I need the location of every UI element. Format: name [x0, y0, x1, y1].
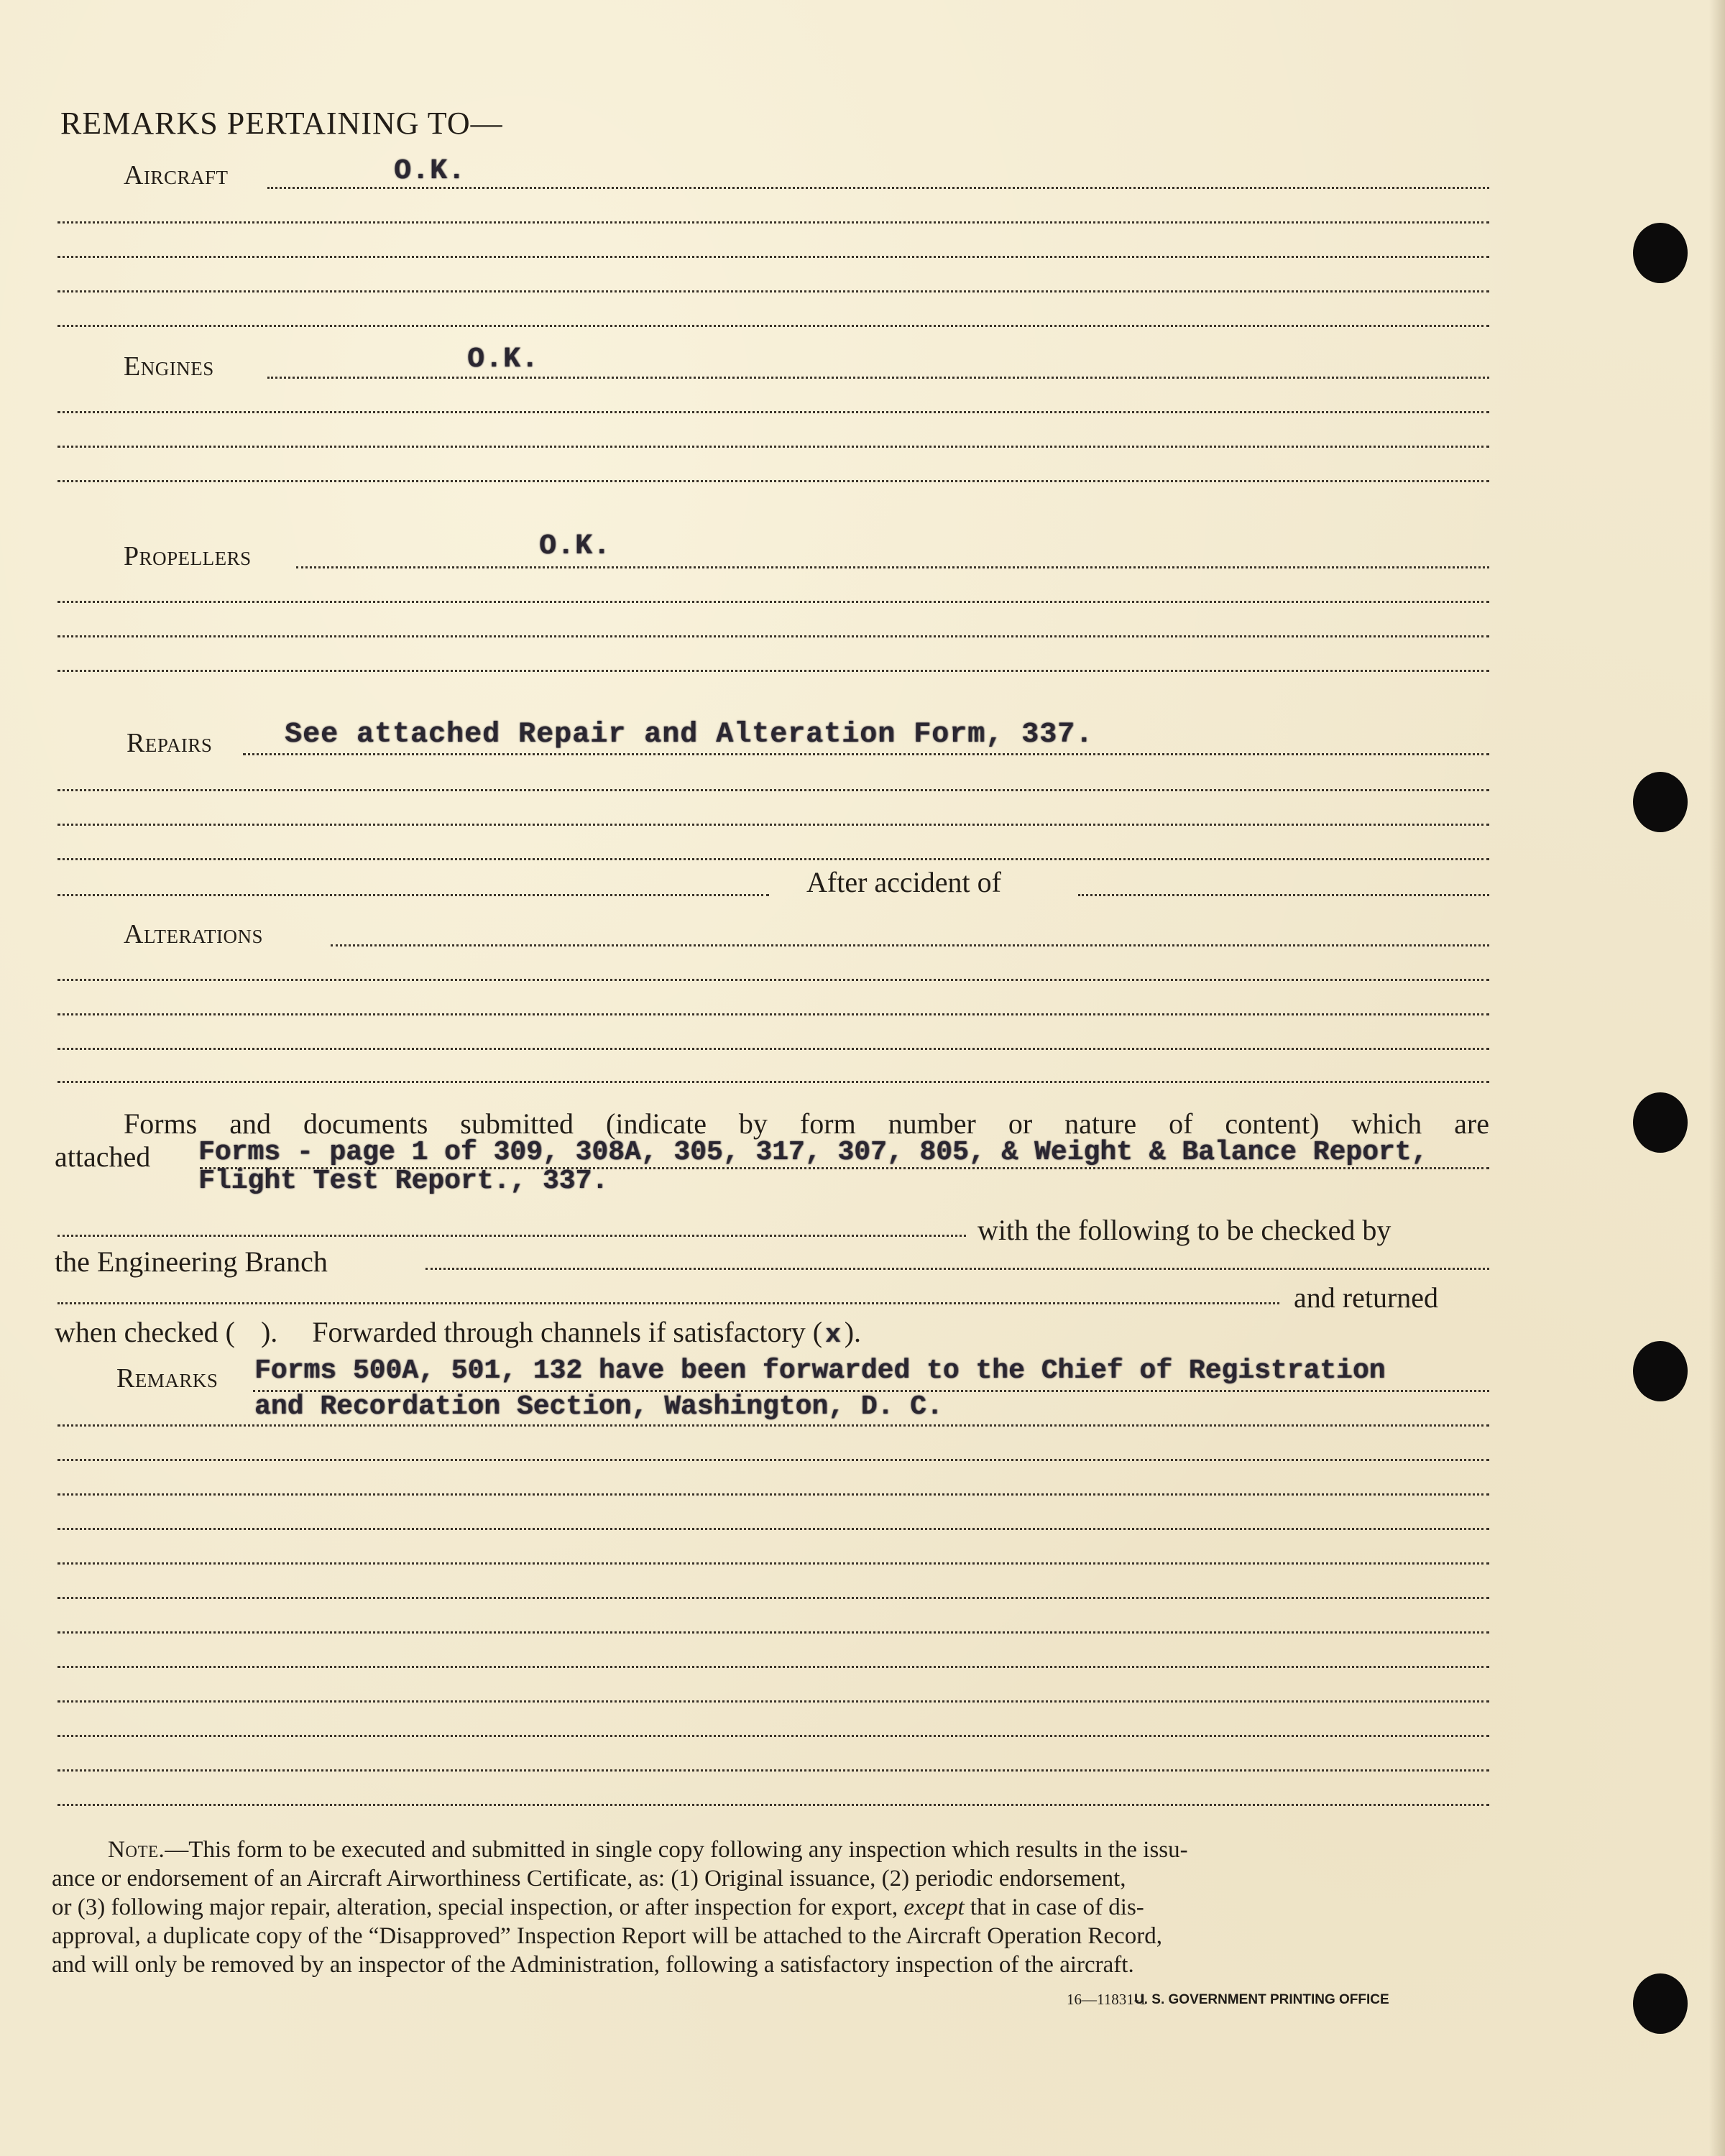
remarks-line-5[interactable]	[58, 1528, 1489, 1530]
attached-forms-line-1: Forms - page 1 of 309, 308A, 305, 317, 307, 805, & Weight & Balance Report,	[198, 1137, 1428, 1168]
engines-field-line[interactable]	[267, 377, 1489, 379]
punch-hole-1	[1633, 223, 1688, 283]
forwarded-prefix: Forwarded through channels if satisfactory (	[312, 1316, 823, 1348]
page-title: REMARKS PERTAINING TO—	[60, 106, 503, 141]
attached-forms-line-2: Flight Test Report., 337.	[198, 1166, 609, 1197]
note-line-1: Note.—This form to be executed and submitted in single copy following any inspection which results in the issu-	[108, 1837, 1188, 1863]
note-lead: Note.	[108, 1837, 165, 1863]
remarks-line-6[interactable]	[58, 1562, 1489, 1565]
remarks-line-7[interactable]	[58, 1597, 1489, 1599]
note-line-3: or (3) following major repair, alteration, special inspection, or after inspection for export, except that in case of dis-	[52, 1894, 1144, 1920]
forms-line-3[interactable]	[58, 1302, 1279, 1304]
forms-submitted-intro: Forms and documents submitted (indicate by form number or nature of content) which are	[124, 1107, 1489, 1140]
propellers-line-4[interactable]	[58, 670, 1489, 672]
remarks-line-3[interactable]	[58, 1459, 1489, 1461]
remarks-line-9[interactable]	[58, 1666, 1489, 1668]
propellers-line-3[interactable]	[58, 635, 1489, 637]
aircraft-line-3[interactable]	[58, 256, 1489, 258]
aircraft-value: O.K.	[394, 155, 466, 188]
when-checked-row	[55, 1315, 861, 1350]
when-checked-suffix: ).	[260, 1316, 278, 1348]
aircraft-line-5[interactable]	[58, 325, 1489, 327]
alterations-line-3[interactable]	[58, 1013, 1489, 1015]
when-checked-checkbox[interactable]	[235, 1315, 261, 1349]
punch-hole-5	[1633, 1973, 1688, 2034]
repairs-field-line[interactable]	[243, 753, 1489, 755]
aircraft-line-4[interactable]	[58, 290, 1489, 292]
punch-hole-2	[1633, 772, 1688, 832]
note-line-2: ance or endorsement of an Aircraft Airworthiness Certificate, as: (1) Original issuance, (2) periodic endorsement,	[52, 1866, 1126, 1892]
alterations-line-2[interactable]	[58, 979, 1489, 981]
attached-label: attached	[55, 1141, 151, 1173]
remarks-line-10[interactable]	[58, 1700, 1489, 1703]
engines-line-3[interactable]	[58, 446, 1489, 448]
remarks-line-2-rule[interactable]	[58, 1424, 1489, 1427]
punch-hole-3	[1633, 1092, 1688, 1153]
forwarded-checkbox[interactable]: x	[825, 1320, 842, 1350]
repairs-line-2[interactable]	[58, 789, 1489, 791]
remarks-line-8[interactable]	[58, 1631, 1489, 1634]
remarks-line-13[interactable]	[58, 1804, 1489, 1806]
repairs-value: See attached Repair and Alteration Form, 337.	[285, 719, 1094, 751]
note-except: except	[903, 1894, 965, 1920]
remarks-line-12[interactable]	[58, 1769, 1489, 1772]
when-checked-prefix: when checked (	[55, 1316, 235, 1348]
propellers-field-line[interactable]	[296, 566, 1489, 568]
remarks-line-1: Forms 500A, 501, 132 have been forwarded to the Chief of Registration	[254, 1355, 1386, 1386]
alterations-line-4[interactable]	[58, 1048, 1489, 1050]
engineering-branch-label: the Engineering Branch	[55, 1245, 328, 1278]
repairs-line-5[interactable]	[58, 894, 769, 896]
repairs-line-3[interactable]	[58, 824, 1489, 826]
repairs-label: Repairs	[126, 728, 213, 758]
alterations-label: Alterations	[124, 919, 263, 949]
note-block	[52, 1835, 1489, 1979]
engines-line-2[interactable]	[58, 411, 1489, 413]
note-line-5: and will only be removed by an inspector of the Administration, following a satisfactory inspection of the aircraft.	[52, 1952, 1134, 1978]
forwarded-suffix: ).	[844, 1316, 862, 1348]
form-number: 16—11831-1	[1067, 1991, 1147, 2008]
returned-text: and returned	[1294, 1281, 1439, 1314]
page-edge-shadow	[1709, 0, 1725, 2156]
alterations-line-5[interactable]	[58, 1081, 1489, 1083]
punch-hole-4	[1633, 1341, 1688, 1401]
checked-by-text: with the following to be checked by	[978, 1214, 1392, 1246]
after-accident-label: After accident of	[806, 866, 1001, 898]
repairs-line-4[interactable]	[58, 858, 1489, 860]
remarks-line-2: and Recordation Section, Washington, D. C.	[254, 1391, 943, 1422]
forms-line-2[interactable]	[58, 1235, 966, 1237]
remarks-line-4[interactable]	[58, 1493, 1489, 1496]
aircraft-label: Aircraft	[124, 160, 229, 190]
engineering-branch-field[interactable]	[426, 1268, 1489, 1270]
engines-label: Engines	[124, 351, 214, 382]
engines-value: O.K.	[467, 344, 540, 376]
aircraft-line-2[interactable]	[58, 221, 1489, 224]
note-line-4: approval, a duplicate copy of the “Disapproved” Inspection Report will be attached to the Aircraft Operation Record,	[52, 1923, 1162, 1949]
remarks-label: Remarks	[116, 1363, 218, 1393]
propellers-label: Propellers	[124, 541, 252, 571]
printer-imprint: U. S. GOVERNMENT PRINTING OFFICE	[1134, 1992, 1389, 2007]
remarks-line-11[interactable]	[58, 1735, 1489, 1737]
propellers-line-2[interactable]	[58, 601, 1489, 603]
engines-line-4[interactable]	[58, 480, 1489, 482]
alterations-field-line[interactable]	[331, 944, 1489, 946]
after-accident-field[interactable]	[1078, 894, 1489, 896]
propellers-value: O.K.	[539, 530, 612, 563]
